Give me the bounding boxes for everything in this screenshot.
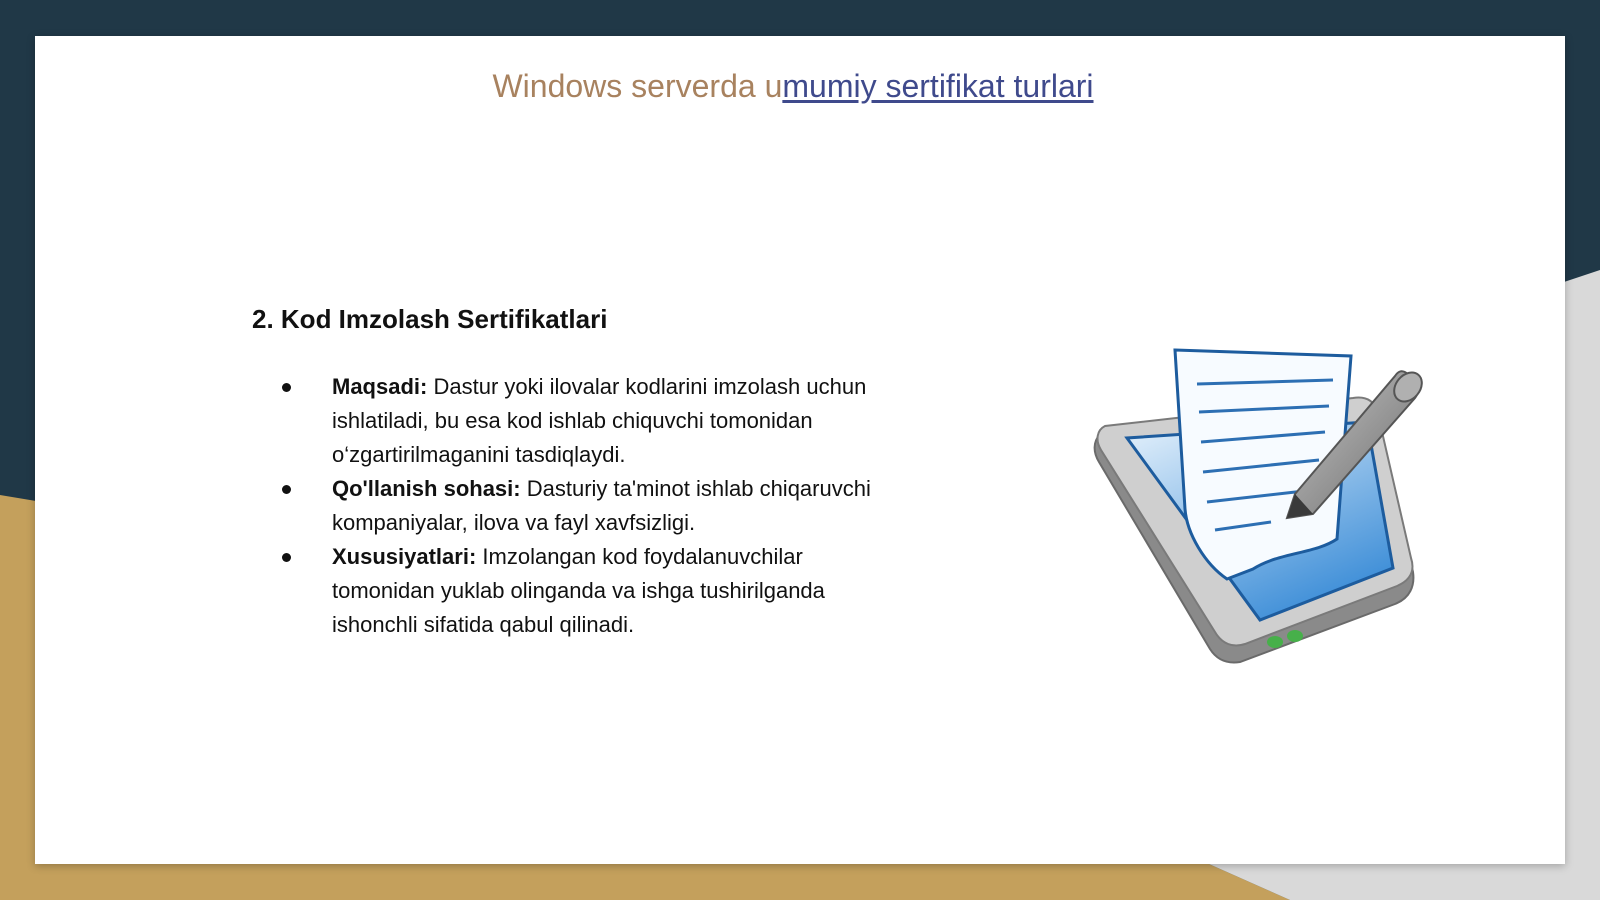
section-heading: 2. Kod Imzolash Sertifikatlari <box>252 304 608 334</box>
bullet-text: Dastur yoki ilovalar kodlarini imzolash uchun ishlatiladi, bu esa kod ishlab chiquvchi tomonidan o‘zgartirilmaganini tasdiqlaydi. <box>332 374 867 467</box>
slide-title <box>35 68 1551 105</box>
title-link[interactable]: mumiy sertifikat turlari <box>782 68 1094 104</box>
slide <box>35 36 1565 864</box>
bullet-dot-icon <box>282 485 291 494</box>
bullet-item <box>252 370 892 472</box>
bullet-item <box>252 540 892 642</box>
bullet-dot-icon <box>282 383 291 392</box>
bullet-text: Dasturiy ta'minot ishlab chiqaruvchi kompaniyalar, ilova va fayl xavfsizligi. <box>332 476 871 535</box>
bullet-label: Qo'llanish sohasi: <box>332 476 521 501</box>
title-text: Windows serverda u <box>492 68 783 104</box>
bullet-text: Imzolangan kod foydalanuvchilar tomonidan yuklab olinganda va ishga tushirilganda ishonchli sifatida qabul qilinadi. <box>332 544 825 637</box>
bullet-label: Maqsadi: <box>332 374 428 399</box>
bullet-list <box>252 370 892 642</box>
bullet-dot-icon <box>282 553 291 562</box>
bullet-label: Xususiyatlari: <box>332 544 477 569</box>
bullet-item <box>252 472 892 540</box>
signed-document-tablet-icon <box>1075 314 1455 714</box>
